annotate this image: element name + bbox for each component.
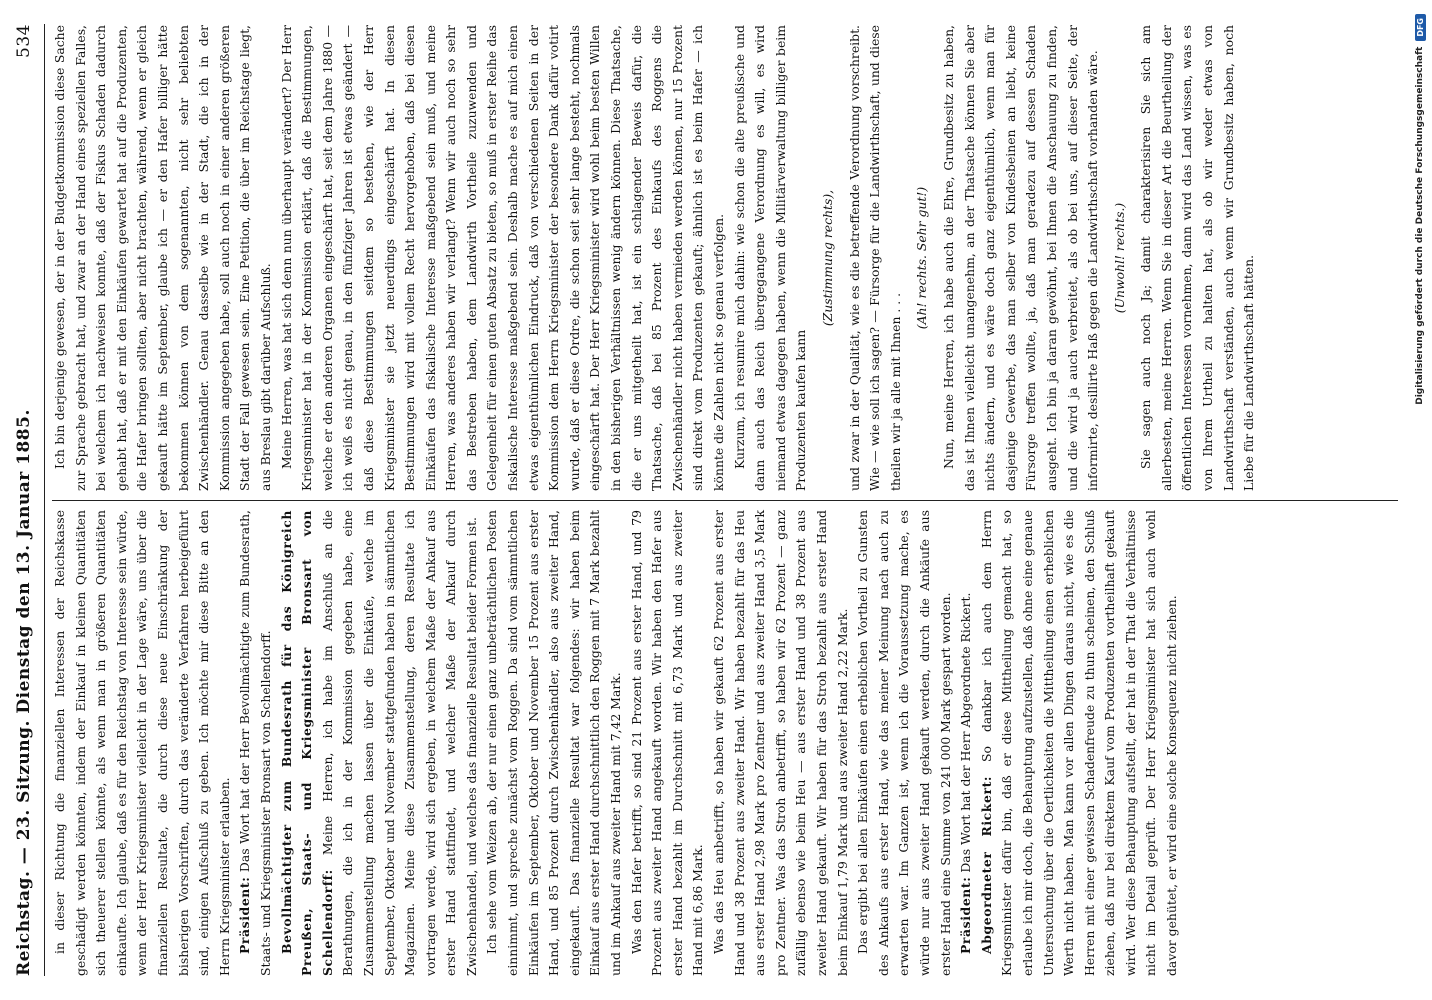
page-content: [6, 24, 1404, 976]
left-column-paragraph: [853, 510, 956, 976]
paragraph-text: Meine Herren, was hat sich denn nun überhaupt verändert? Der Herr Kriegsminister hat in der Kommission erklärt, daß die Bestimmungen, welche er den anderen Organen eingeschärft hat, seit dem Jahre 1880 — ich weiß es nicht genau, in den fünfziger Jahren ist etwas geändert — daß diese Bestimmungen seitdem so bestehen, wie der Herr Kriegsminister sie jetzt neuerdings eingeschärft hat. In diesen Bestimmungen wird mit vollem Recht hervorgehoben, daß bei diesen Einkäufen das fiskalische Interesse maßgebend sein muß, und meine Herren, was anderes haben wir verlangt? Wenn wir auch noch so sehr das Bestreben haben, dem Landwirth Vortheile zuzuwenden und Gelegenheit für einen guten Absatz zu bieten, so muß in erster Reihe das fiskalische Interesse maßgebend sein. Deshalb mache es auf mich einen etwas eigenthümlichen Eindruck, daß von verschiedenen Seiten in der Kommission dem Herrn Kriegsminister der besondere Dank dafür votirt wurde, daß er diese Ordre, die schon seit sehr lange besteht, nochmals eingeschärft hat. Der Herr Kriegsminister wird wohl beim besten Willen in den bisherigen Verhältnissen wenig ändern können. Diese Thatsache, die er uns mitgetheilt hat, ist ein schlagender Beweis dafür, die Thatsache, daß bei 85 Prozent des Einkaufs des Roggens die Zwischenhändler nicht haben vermieden werden können, nur 15 Prozent sind direkt vom Produzenten gekauft; ähnlich ist es beim Hafer — ich könnte die Zahlen nicht so genau verfolgen.: [278, 25, 726, 491]
paragraph-text: Das Wort hat der Herr Abgeordnete Rickert.: [958, 592, 974, 873]
left-column-paragraph: [277, 510, 483, 976]
right-column-paragraph: [1136, 25, 1260, 491]
paragraph-text: Das ergibt bei allen Einkäufen einen erheblichen Vortheil zu Gunsten des Ankaufs aus erster Hand, wie das meiner Meinung nach auch zu erwarten war. Im Ganzen ist, wenn ich die Voraussetzung mache, es würde nur aus zweiter Hand gekauft werden, durch die Ankäufe aus erster Hand eine Summe von 241 000 Mark gespart worden.: [855, 510, 953, 976]
left-column-paragraph: [482, 510, 626, 976]
paragraph-text: Kurzum, ich resumire mich dahin: wie schon die alte preußische und dann auch das Reich übergegangene Verordnung es will, es wird niemand etwas dagegen haben, wenn die Militärverwaltung billiger beim Produzenten kaufen kann: [731, 25, 809, 491]
right-column-paragraph: [818, 25, 839, 491]
paragraph-text: (Zustimmung rechts),: [819, 189, 835, 327]
column-divider: [52, 500, 1398, 501]
header-rule: [44, 24, 45, 976]
left-column-paragraph: [977, 510, 1183, 976]
page-footer: [1408, 0, 1432, 1000]
header-title: Reichstag. — 23. Sitzung. Dienstag den 13. Januar 1885.: [14, 409, 34, 976]
speaker-name: Abgeordneter Rickert:: [978, 775, 994, 954]
paragraph-text: Das Wort hat der Herr Bevollmächtigte zum Bundesrath, Staats- und Kriegsminister Bronsart von Schellendorff.: [237, 510, 273, 976]
right-column-paragraph: [912, 25, 933, 491]
left-column-paragraph: [709, 510, 853, 976]
paragraph-text: Nun, meine Herren, ich habe auch die Ehre, Grundbesitz zu haben, das ist Ihnen vielleicht unangenehm, an der Thatsache können Sie aber nichts ändern, und es wäre doch ganz eigenthümlich, wenn man für dasjenige Gewerbe, das man selber von Kindesbeinen an liebt, keine Fürsorge treffen wollte, ja, daß man geradezu auf dessen Schaden ausgeht. Ich bin ja daran gewöhnt, bei Ihnen die Anschauung zu finden, und die wird ja auch verbreitet, als ob bei uns, auf dieser Seite, der informirte, desillirte Haß gegen die Landwirthschaft vorhanden wäre.: [940, 25, 1101, 491]
paragraph-text: So dankbar ich auch dem Herrn Kriegsminister dafür bin, daß er diese Mittheilung gemacht hat, so erlaube ich mir doch, die Behauptung aufzustellen, daß ohne eine genaue Untersuchung über die Oertlichkeiten die Mittheilung einen erheblichen Werth nicht haben. Man kann vor allen Dingen daraus nicht, wie es die Herren mit einer gewissen Schadenfreude zu thun scheinen, den Schluß ziehen, daß nur bei direktem Kauf vom Produzenten vortheilhaft gekauft wird. Wer diese Behauptung aufstellt, der hat in der That die Verhältnisse nicht im Detail geprüft. Der Herr Kriegsminister hat sich auch wohl davor gehütet, er wird eine solche Konsequenz nicht ziehen.: [978, 510, 1180, 976]
paragraph-text: Meine Herren, ich habe im Anschluß an die Berathungen, die ich in der Kommission gegeben habe, eine Zusammenstellung machen lassen über die Einkäufe, welche im September, Oktober und November stattgefunden haben in sämmtlichen Magazinen. Meine diese Zusammenstellung, deren Resultate ich vortragen werde, wird sich ergeben, in welchem Maße der Ankauf aus erster Hand stattfindet, und welcher Maße der Ankauf durch Zwischenhandel, und welches das finanzielle Resultat beider Formen ist.: [319, 510, 479, 976]
paragraph-text: Ich sehe vom Weizen ab, der nur einen ganz unbeträchtlichen Posten einnimmt, und spreche zunächst vom Roggen. Da sind vom sämmtlichen Einkäufen im September, Oktober und November 15 Prozent aus erster Hand, und 85 Prozent durch Zwischenhändler, also aus zweiter Hand, eingekauft. Das finanzielle Resultat war folgendes: wir haben beim Einkauf aus erster Hand durchschnittlich den Roggen mit 7 Mark bezahlt und im Ankauf aus zweiter Hand mit 7,42 Mark.: [484, 510, 624, 976]
left-column-paragraph: [627, 510, 709, 976]
right-column-paragraph: [730, 25, 812, 491]
paragraph-text: in dieser Richtung die finanziellen Interessen der Reichskasse geschädigt werden könnten, indem der Einkauf in kleinen Quantitäten sich theuerer stellen könnte, als wenn man in größeren Quantitäten einkaufte. Ich glaube, daß es für den Reichstag von Interesse sein würde, wenn der Herr Kriegsminister vielleicht in der Lage wäre, uns über die finanziellen Resultate, die durch diese neue Einschränkung der bisherigen Vorschriften, durch das veränderte Verfahren herbeigeführt sind, einigen Aufschluß zu geben. Ich möchte mir diese Bitte an den Herrn Kriegsminister erlauben.: [52, 510, 232, 976]
left-column-paragraph: [50, 510, 235, 976]
left-column-paragraph: [235, 510, 276, 976]
paragraph-text: Ich bin derjenige gewesen, der in der Budgetkommission diese Sache zur Sprache gebracht hat, und zwar an der Hand eines speziellen Falles, bei welchem ich nachweisen konnte, daß der Fiskus Schaden dadurch gehabt hat, daß er mit den Einkäufen gewartet hat auf die Produzenten, die Hafer bringen sollten, aber nicht brachten, während, wenn er gleich gekauft hätte im September, glaube ich — er den Hafer billiger hätte bekommen können von dem sogenannten, nicht sehr beliebten Zwischenhändler. Genau dasselbe wie in der Stadt, die ich in der Kommission angegeben habe, soll auch noch in einer anderen größeren Stadt der Fall gewesen sein. Eine Petition, die über im Reichstage liegt, aus Breslau gibt darüber Aufschluß.: [52, 25, 273, 491]
paragraph-text: Sie sagen auch noch Ja; damit charakterisiren Sie sich am allerbesten, meine Herren. Wenn Sie in dieser Art die Beurtheilung der öffentlichen Interessen vornehmen, dann wird das Land wissen, was es von Ihrem Urtheil zu halten hat, als ob wir weder etwas von Landwirthschaft verständen, auch wenn wir Grundbesitz haben, noch Liebe für die Landwirthschaft hätten.: [1138, 25, 1257, 491]
speaker-name: Präsident:: [958, 876, 974, 954]
right-column: [50, 25, 1400, 500]
paragraph-text: (Unwohl! rechts.): [1111, 202, 1127, 314]
left-column-paragraph: [956, 510, 977, 976]
left-column: [50, 501, 1400, 976]
page-number: 534: [14, 24, 34, 58]
right-column-paragraph: [845, 25, 907, 491]
speaker-name: Bevollmächtigter zum Bundesrath für das Königreich Preußen, Staats- und Kriegsminister Bronsart von Schellendorff:: [278, 510, 335, 976]
dfg-logo: DFG: [1415, 14, 1426, 41]
text-columns: [50, 24, 1400, 976]
right-column-paragraph: [939, 25, 1104, 491]
right-column-paragraph: [277, 25, 730, 491]
page-header: [6, 24, 42, 976]
speaker-name: Präsident:: [237, 876, 253, 954]
right-column-paragraph: [1110, 25, 1131, 491]
paragraph-text: (Ah! rechts. Sehr gut!): [914, 186, 930, 330]
paragraph-text: Was den Hafer betrifft, so sind 21 Prozent aus erster Hand, und 79 Prozent aus zweiter Hand angekauft worden. Wir haben den Hafer aus erster Hand bezahlt im Durchschnitt mit 6,73 Mark und aus zweiter Hand mit 6,86 Mark.: [628, 510, 706, 976]
paragraph-text: Was das Heu anbetrifft, so haben wir gekauft 62 Prozent aus erster Hand und 38 Prozent aus zweiter Hand. Wir haben bezahlt für das Heu aus erster Hand 2,98 Mark pro Zentner und aus zweiter Hand 3,5 Mark pro Zentner. Was das Stroh anbetrifft, so haben wir 62 Prozent — ganz zufällig ebenso wie beim Heu — aus erster Hand und 38 Prozent aus zweiter Hand gekauft. Wir haben für das Stroh bezahlt aus erster Hand beim Einkauf 1,79 Mark und aus zweiter Hand 2,22 Mark.: [711, 510, 850, 976]
paragraph-text: und zwar in der Qualität, wie es die betreffende Verordnung vorschreibt. Wie — wie soll ich sagen? — Fürsorge für die Landwirthschaft, und diese theilen wir ja alle mit Ihnen . . .: [846, 25, 903, 491]
right-column-paragraph: [50, 25, 277, 491]
digitization-credit: Digitalisierung gefördert durch die Deutsche Forschungsgemeinschaft: [1415, 46, 1425, 405]
